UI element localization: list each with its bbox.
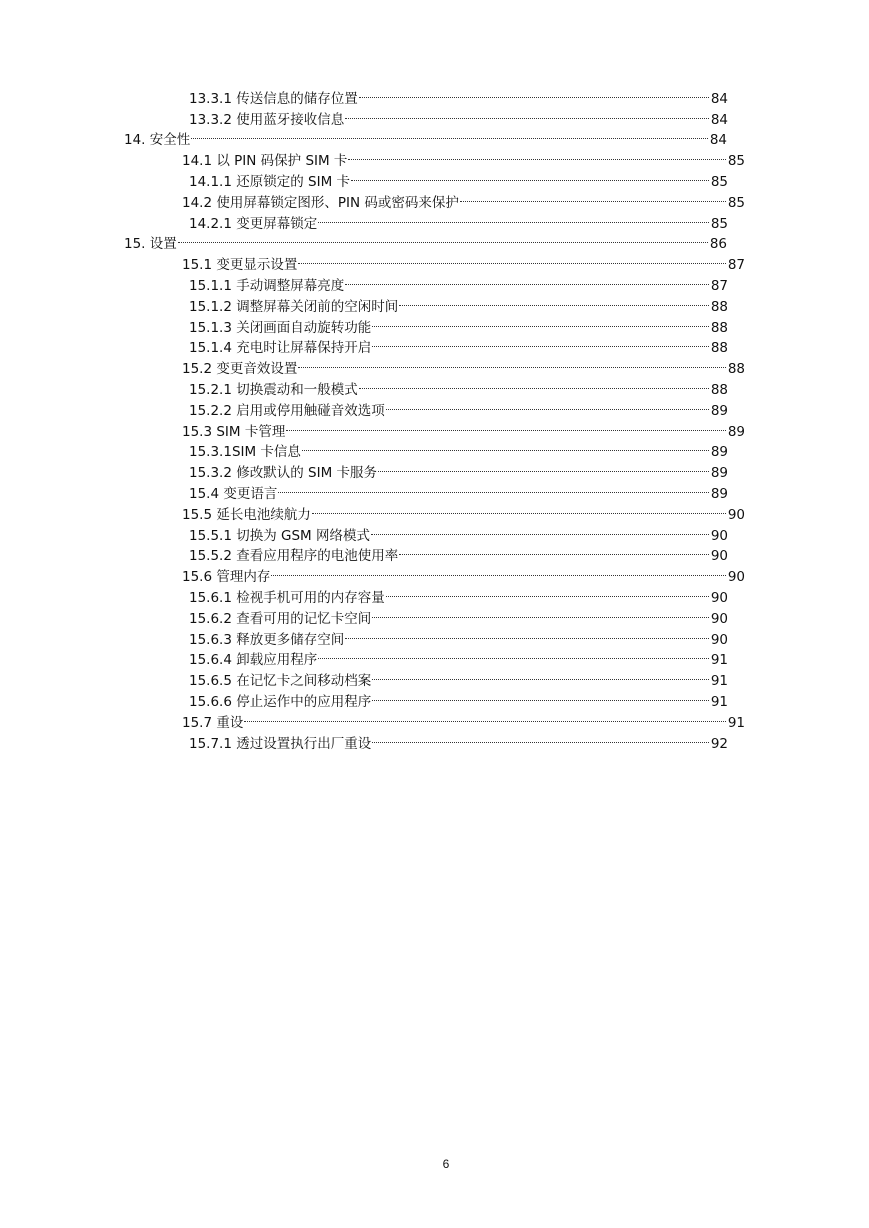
toc-entry-page: 84 xyxy=(709,132,727,149)
toc-entry-page: 90 xyxy=(710,631,728,648)
dot-leader xyxy=(191,124,708,145)
toc-entry-page: 91 xyxy=(710,673,728,690)
dot-leader xyxy=(298,352,725,373)
toc-entry-page: 89 xyxy=(710,465,728,482)
toc-entry[interactable] xyxy=(189,436,728,461)
toc-entry-title: 15.6 管理内存 xyxy=(182,569,271,586)
dot-leader xyxy=(386,394,709,415)
toc-entry[interactable] xyxy=(182,352,745,378)
toc-entry[interactable] xyxy=(182,186,745,211)
toc-entry-title: 15. 设置 xyxy=(124,236,177,253)
dot-leader xyxy=(345,103,709,124)
toc-entry-title: 15.2.2 启用或停用触碰音效选项 xyxy=(189,402,385,419)
dot-leader xyxy=(386,581,709,602)
dot-leader xyxy=(278,477,708,498)
dot-leader xyxy=(399,290,709,311)
dot-leader xyxy=(372,727,709,748)
toc-entry-title: 15.1 变更显示设置 xyxy=(182,257,298,274)
toc-entry[interactable] xyxy=(189,456,728,482)
dot-leader xyxy=(298,248,725,269)
toc-entry-title: 15.6.5 在记忆卡之间移动档案 xyxy=(189,673,372,690)
dot-leader xyxy=(372,602,709,623)
toc-entry-page: 88 xyxy=(710,298,728,315)
toc-entry-title: 13.3.1 传送信息的储存位置 xyxy=(189,90,358,107)
toc-entry-title: 15.7.1 透过设置执行出厂重设 xyxy=(189,735,372,752)
dot-leader xyxy=(318,644,709,665)
toc-entry[interactable] xyxy=(182,706,745,731)
toc-entry[interactable] xyxy=(189,373,728,398)
dot-leader xyxy=(351,165,709,186)
toc-entry-page: 89 xyxy=(710,444,728,461)
toc-entry-title: 15.6.2 查看可用的记忆卡空间 xyxy=(189,610,372,627)
toc-entry-page: 86 xyxy=(709,236,727,253)
toc-entry-page: 85 xyxy=(727,153,745,170)
toc-entry-title: 15.1.3 关闭画面自动旋转功能 xyxy=(189,319,372,336)
dot-leader xyxy=(178,228,708,249)
toc-entry-title: 14.1.1 还原锁定的 SIM 卡 xyxy=(189,173,351,190)
toc-entry-page: 89 xyxy=(710,485,728,502)
dot-leader xyxy=(345,269,709,290)
toc-entry[interactable] xyxy=(189,290,728,315)
table-of-contents xyxy=(0,82,869,752)
toc-entry-page: 88 xyxy=(710,340,728,357)
toc-entry[interactable] xyxy=(189,269,728,294)
dot-leader xyxy=(372,664,709,685)
toc-entry-title: 15.5.1 切换为 GSM 网络模式 xyxy=(189,527,370,544)
toc-entry-title: 15.3.2 修改默认的 SIM 卡服务 xyxy=(189,465,378,482)
dot-leader xyxy=(372,311,709,332)
toc-entry-title: 14.2 使用屏幕锁定图形、PIN 码或密码来保护 xyxy=(182,194,459,211)
toc-entry[interactable] xyxy=(189,519,728,544)
toc-entry[interactable] xyxy=(189,644,728,669)
toc-entry[interactable] xyxy=(182,144,745,170)
toc-entry-title: 15.1.2 调整屏幕关闭前的空闲时间 xyxy=(189,298,399,315)
toc-entry-page: 90 xyxy=(727,506,745,523)
dot-leader xyxy=(244,706,725,727)
toc-entry-title: 15.1.4 充电时让屏幕保持开启 xyxy=(189,340,372,357)
toc-entry-title: 15.6.1 检视手机可用的内存容量 xyxy=(189,589,385,606)
toc-entry[interactable] xyxy=(189,394,728,419)
toc-entry[interactable] xyxy=(182,560,745,586)
toc-entry-title: 14.2.1 变更屏幕锁定 xyxy=(189,215,318,232)
dot-leader xyxy=(372,332,709,353)
toc-entry[interactable] xyxy=(189,540,728,565)
toc-entry-page: 90 xyxy=(710,548,728,565)
toc-entry[interactable] xyxy=(189,311,728,336)
toc-entry-page: 90 xyxy=(710,527,728,544)
toc-entry-page: 88 xyxy=(727,361,745,378)
toc-entry-page: 90 xyxy=(710,589,728,606)
dot-leader xyxy=(348,144,725,165)
toc-entry-page: 85 xyxy=(710,173,728,190)
toc-entry-page: 88 xyxy=(710,319,728,336)
toc-entry[interactable] xyxy=(189,207,728,232)
dot-leader xyxy=(345,623,709,644)
toc-entry[interactable] xyxy=(182,248,745,274)
toc-entry-page: 87 xyxy=(710,277,728,294)
dot-leader xyxy=(399,540,709,561)
toc-entry-page: 90 xyxy=(710,610,728,627)
toc-entry[interactable] xyxy=(189,685,728,710)
toc-entry-page: 88 xyxy=(710,381,728,398)
toc-entry-page: 91 xyxy=(710,693,728,710)
toc-entry[interactable] xyxy=(124,228,727,253)
dot-leader xyxy=(271,560,725,581)
toc-entry[interactable] xyxy=(189,103,728,128)
toc-entry-page: 91 xyxy=(710,652,728,669)
toc-entry[interactable] xyxy=(189,623,728,648)
dot-leader xyxy=(372,685,709,706)
dot-leader xyxy=(318,207,709,228)
toc-entry-title: 15.3 SIM 卡管理 xyxy=(182,423,286,440)
toc-entry-title: 15.6.4 卸载应用程序 xyxy=(189,652,318,669)
toc-entry-page: 89 xyxy=(710,402,728,419)
toc-entry-page: 92 xyxy=(710,735,728,752)
toc-entry-page: 89 xyxy=(727,423,745,440)
toc-entry-title: 14. 安全性 xyxy=(124,132,191,149)
toc-entry-page: 85 xyxy=(727,194,745,211)
toc-entry-page: 84 xyxy=(710,90,728,107)
dot-leader xyxy=(378,456,709,477)
dot-leader xyxy=(371,519,709,540)
toc-entry[interactable] xyxy=(189,332,728,357)
toc-entry-page: 90 xyxy=(727,569,745,586)
toc-entry-title: 13.3.2 使用蓝牙接收信息 xyxy=(189,111,345,128)
toc-entry-title: 15.1.1 手动调整屏幕亮度 xyxy=(189,277,345,294)
toc-entry[interactable] xyxy=(189,602,728,627)
toc-entry-title: 15.5 延长电池续航力 xyxy=(182,506,311,523)
toc-entry-title: 15.2 变更音效设置 xyxy=(182,361,298,378)
toc-entry-page: 84 xyxy=(710,111,728,128)
toc-entry[interactable] xyxy=(124,124,727,149)
toc-entry-title: 14.1 以 PIN 码保护 SIM 卡 xyxy=(182,153,348,170)
dot-leader xyxy=(359,373,709,394)
toc-entry[interactable] xyxy=(189,581,728,606)
toc-entry[interactable] xyxy=(189,165,728,190)
dot-leader xyxy=(312,498,726,519)
toc-entry-page: 87 xyxy=(727,257,745,274)
toc-entry[interactable] xyxy=(189,477,728,502)
dot-leader xyxy=(286,415,725,436)
dot-leader xyxy=(460,186,726,207)
dot-leader xyxy=(359,82,709,103)
toc-entry-title: 15.6.3 释放更多储存空间 xyxy=(189,631,345,648)
toc-entry[interactable] xyxy=(189,727,728,752)
toc-entry[interactable] xyxy=(189,664,728,690)
toc-entry[interactable] xyxy=(182,415,745,440)
toc-entry-title: 15.2.1 切换震动和一般模式 xyxy=(189,381,358,398)
toc-entry-title: 15.7 重设 xyxy=(182,714,244,731)
toc-entry-title: 15.6.6 停止运作中的应用程序 xyxy=(189,693,372,710)
toc-entry-page: 91 xyxy=(727,714,745,731)
page-number: 6 xyxy=(442,1157,450,1171)
toc-entry-title: 15.3.1SIM 卡信息 xyxy=(189,444,301,461)
toc-entry[interactable] xyxy=(182,498,745,523)
toc-entry[interactable] xyxy=(189,82,728,107)
toc-entry-title: 15.4 变更语言 xyxy=(189,485,278,502)
dot-leader xyxy=(302,436,709,457)
toc-entry-page: 85 xyxy=(710,215,728,232)
toc-entry-title: 15.5.2 查看应用程序的电池使用率 xyxy=(189,548,399,565)
